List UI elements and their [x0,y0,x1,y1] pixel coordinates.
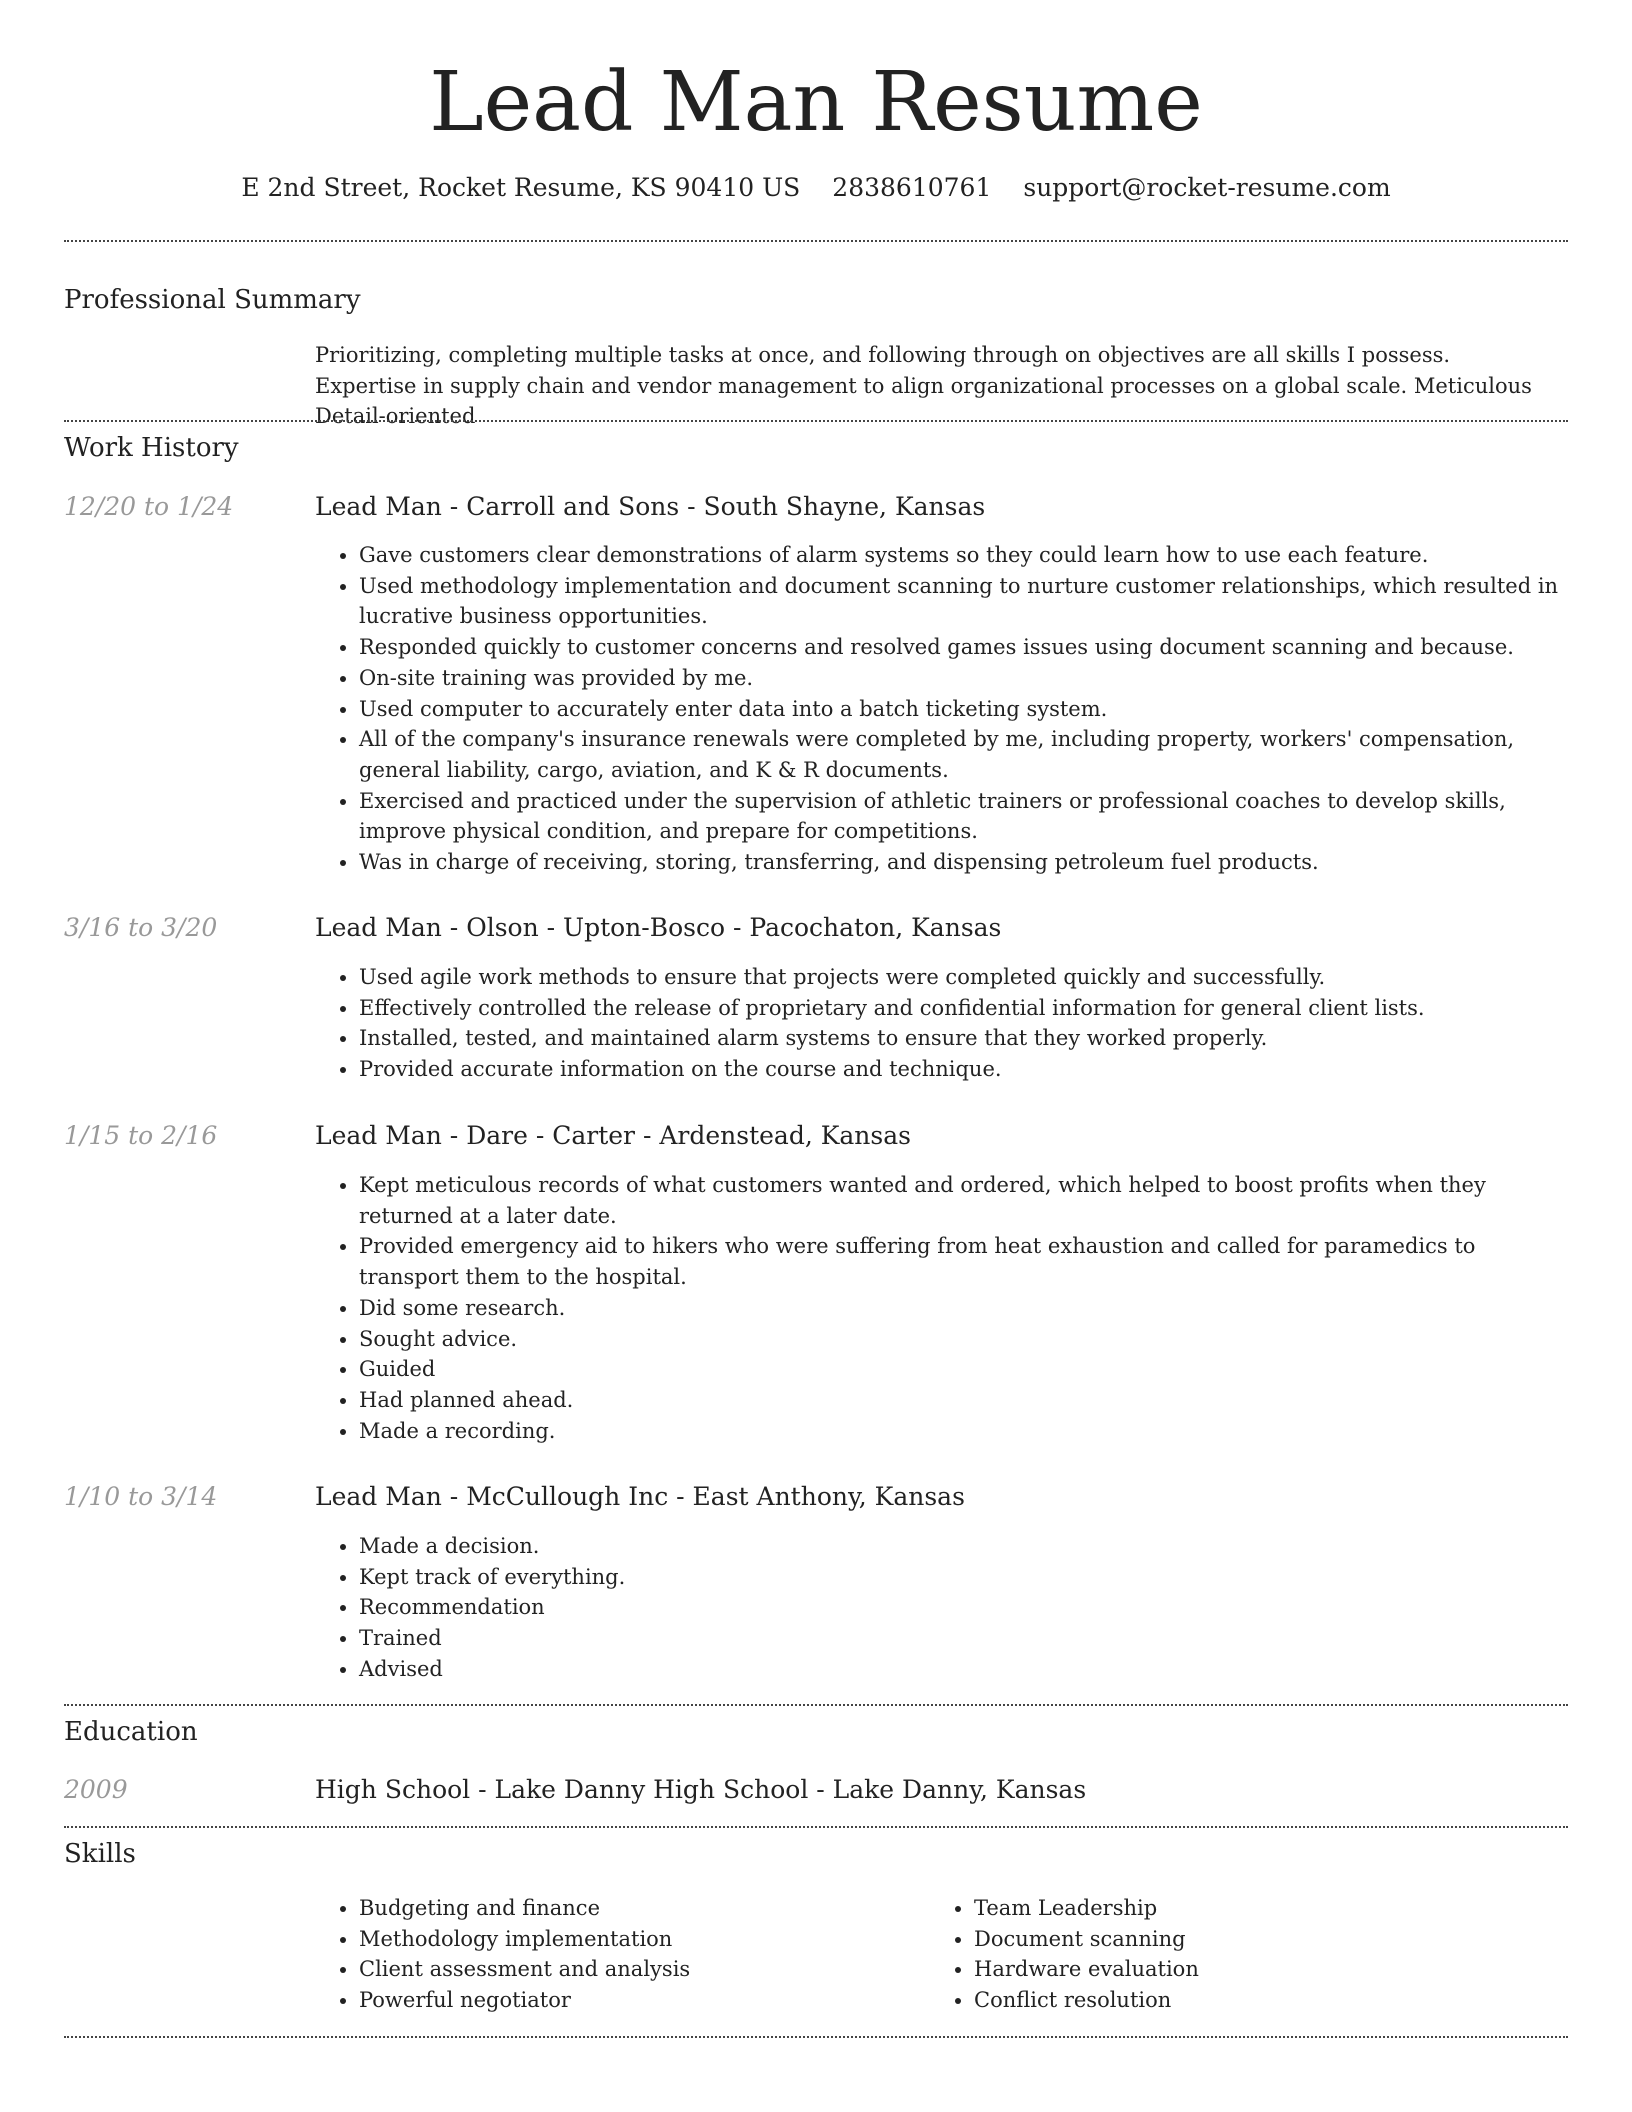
section-title-summary: Professional Summary [64,285,361,315]
divider [64,240,1568,242]
job-bullets [315,540,1565,878]
job-dates: 1/15 to 2/16 [64,1121,218,1150]
list-item: • Recommendation [359,1592,1565,1623]
education-year: 2009 [64,1775,128,1804]
contact-address: E 2nd Street, Rocket Resume, KS 90410 US [241,173,801,202]
summary-text: Prioritizing, completing multiple tasks at once, and following through on objectives are all skills I possess. Expertise in supply chain and vendor management to align organizational processes on a global scale. Meticulous Detail-oriented [315,343,1532,428]
section-title-skills: Skills [64,1839,136,1869]
list-item: • Document scanning [974,1924,1490,1955]
list-item: • Guided [359,1354,1565,1385]
list-item: • Kept track of everything. [359,1562,1565,1593]
job-title: Lead Man - McCullough Inc - East Anthony, Kansas [315,1482,965,1511]
list-item: • Advised [359,1654,1565,1685]
job-dates: 12/20 to 1/24 [64,492,234,521]
list-item: • Trained [359,1623,1565,1654]
divider [64,2036,1568,2038]
section-title-education: Education [64,1717,198,1747]
list-item: • Responded quickly to customer concerns and resolved games issues using document scanning and because. [359,632,1565,663]
job-bullets [315,1170,1565,1446]
list-item: • Sought advice. [359,1324,1565,1355]
list-item: • Kept meticulous records of what customers wanted and ordered, which helped to boost profits when they returned at a later date. [359,1170,1565,1231]
divider [64,1826,1568,1828]
list-item: • Used computer to accurately enter data into a batch ticketing system. [359,694,1565,725]
page-title: Lead Man Resume [429,55,1203,150]
list-item: • Made a decision. [359,1531,1565,1562]
job-title: Lead Man - Carroll and Sons - South Shayne, Kansas [315,492,986,521]
list-item: • Effectively controlled the release of proprietary and confidential information for general client lists. [359,993,1565,1024]
list-item: • Hardware evaluation [974,1954,1490,1985]
job-bullets [315,962,1565,1085]
list-item: • Used methodology implementation and document scanning to nurture customer relationships, which resulted in lucrative business opportunities. [359,571,1565,632]
divider [64,1704,1568,1706]
list-item: • Methodology implementation [359,1924,875,1955]
section-title-work-history: Work History [64,433,239,463]
list-item: • Had planned ahead. [359,1385,1565,1416]
contact-phone: 2838610761 [832,173,992,202]
contact-email[interactable]: support@rocket-resume.com [1023,173,1391,202]
list-item: • Conflict resolution [974,1985,1490,2016]
list-item: • Made a recording. [359,1416,1565,1447]
list-item: • Used agile work methods to ensure that projects were completed quickly and successfully. [359,962,1565,993]
list-item: • All of the company's insurance renewals were completed by me, including property, workers' compensation, general liability, cargo, aviation, and K & R documents. [359,724,1565,785]
list-item: • Was in charge of receiving, storing, transferring, and dispensing petroleum fuel products. [359,847,1565,878]
education-title: High School - Lake Danny High School - Lake Danny, Kansas [315,1775,1087,1804]
job-title: Lead Man - Olson - Upton-Bosco - Pacochaton, Kansas [315,913,1002,942]
list-item: • On-site training was provided by me. [359,663,1565,694]
list-item: • Gave customers clear demonstrations of alarm systems so they could learn how to use each feature. [359,540,1565,571]
list-item: • Did some research. [359,1293,1565,1324]
contact-info [0,170,1632,206]
list-item: • Provided emergency aid to hikers who were suffering from heat exhaustion and called for paramedics to transport them to the hospital. [359,1231,1565,1292]
list-item: • Client assessment and analysis [359,1954,875,1985]
skills-list-left [315,1893,875,2016]
divider [64,420,1568,422]
list-item: • Budgeting and finance [359,1893,875,1924]
job-title: Lead Man - Dare - Carter - Ardenstead, Kansas [315,1121,911,1150]
list-item: • Exercised and practiced under the supervision of athletic trainers or professional coaches to develop skills, improve physical condition, and prepare for competitions. [359,786,1565,847]
job-bullets [315,1531,1565,1685]
list-item: • Provided accurate information on the course and technique. [359,1054,1565,1085]
list-item: • Installed, tested, and maintained alarm systems to ensure that they worked properly. [359,1023,1565,1054]
list-item: • Powerful negotiator [359,1985,875,2016]
list-item: • Team Leadership [974,1893,1490,1924]
job-dates: 1/10 to 3/14 [64,1482,218,1511]
job-dates: 3/16 to 3/20 [64,913,218,942]
skills-list-right [930,1893,1490,2016]
